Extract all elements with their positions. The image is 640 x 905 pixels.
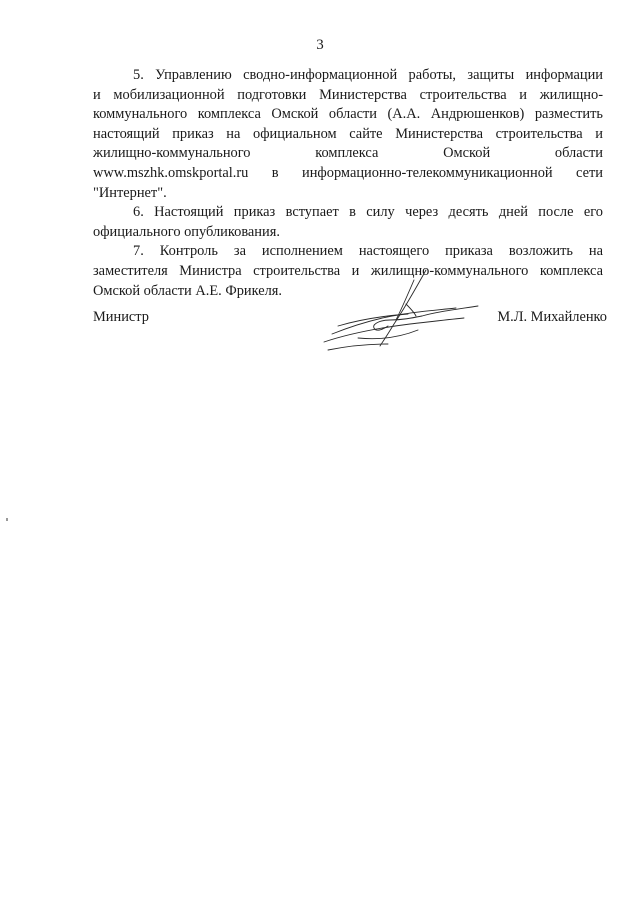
paragraph-line: и мобилизационной подготовки Министерства строительства и жилищно-: [93, 86, 603, 103]
page-number: 3: [316, 37, 324, 53]
paragraph-line: заместителя Министра строительства и жилищно-коммунального комплекса: [93, 262, 603, 279]
paragraph-line: 7. Контроль за исполнением настоящего приказа возложить на: [133, 243, 603, 260]
paragraph-line: Омской области А.Е. Фрикеля.: [93, 282, 283, 299]
handwritten-signature: [318, 268, 483, 358]
paragraph-6: [93, 203, 603, 242]
paragraph-line: www.mszhk.omskportal.ru в информационно-телекоммуникационной сети: [93, 164, 603, 181]
signatory-name: М.Л. Михайленко: [497, 309, 607, 325]
paragraph-line: жилищно-коммунального комплекса Омской области: [93, 145, 603, 162]
paragraph-5: [93, 66, 603, 203]
scan-speck: [6, 518, 8, 521]
paragraph-line: 6. Настоящий приказ вступает в силу через десять дней после его: [133, 204, 603, 221]
paragraph-line: коммунального комплекса Омской области (А.А. Андрюшенков) разместить: [93, 106, 603, 123]
paragraph-line: официального опубликования.: [93, 223, 280, 240]
document-body: [93, 66, 603, 301]
signatory-title: Министр: [93, 309, 149, 325]
paragraph-line: настоящий приказ на официальном сайте Министерства строительства и: [93, 125, 603, 142]
paragraph-line: 5. Управлению сводно-информационной работы, защиты информации: [133, 67, 603, 83]
paragraph-line: "Интернет".: [93, 184, 167, 201]
